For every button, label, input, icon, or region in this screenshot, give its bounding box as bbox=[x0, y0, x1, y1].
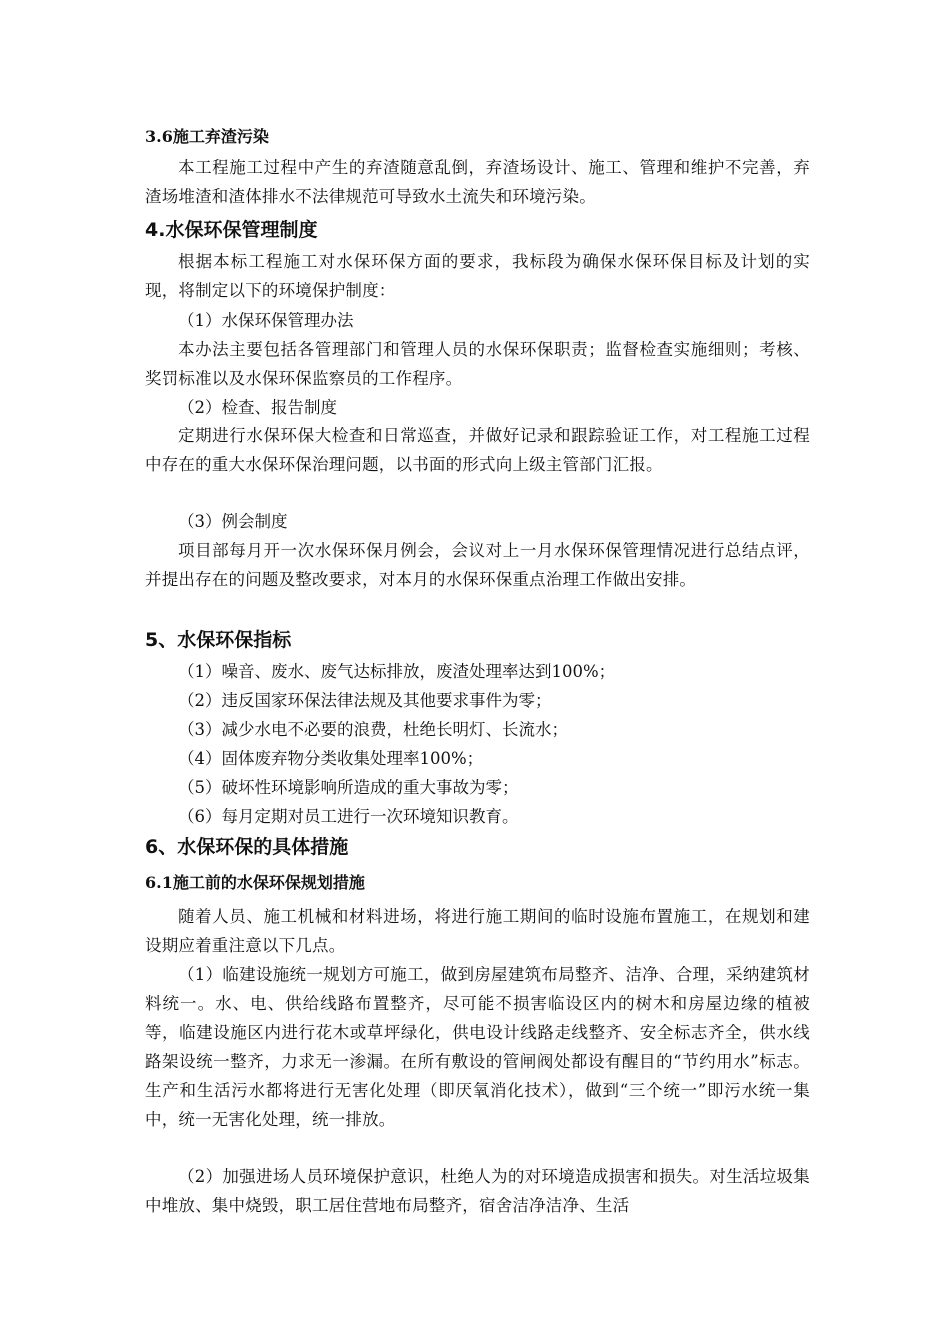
section-6-heading: 6、水保环保的具体措施 bbox=[145, 836, 349, 858]
section-4-item-3-title: （3）例会制度 bbox=[178, 512, 288, 531]
section-4-intro: 根据本标工程施工对水保环保方面的要求，我标段为确保水保环保目标及计划的实现，将制定以下的环境保护制度： bbox=[145, 252, 810, 300]
section-6-1-paragraph-1: （1）临建设施统一规划方可施工，做到房屋建筑布局整齐、洁净、合理，采纳建筑材料统一。水、电、供给线路布置整齐，尽可能不损害临设区内的树木和房屋边缘的植被等，临建设施区内进行花木或草坪绿化，供电设计线路走线整齐、安全标志齐全，供水线路架设统一整齐，力求无一渗漏。在所有敷设的管闸阀处都设有醒目的“节约用水”标志。生产和生活污水都将进行无害化处理（即厌氧消化技术），做到“三个统一”即污水统一集中，统一无害化处理，统一排放。 bbox=[145, 965, 810, 1129]
section-4-item-2-title: （2）检查、报告制度 bbox=[178, 398, 337, 417]
section-4-item-3-body: 项目部每月开一次水保环保月例会，会议对上一月水保环保管理情况进行总结点评，并提出存在的问题及整改要求，对本月的水保环保重点治理工作做出安排。 bbox=[145, 541, 810, 589]
section-5-item-6: （6）每月定期对员工进行一次环境知识教育。 bbox=[178, 807, 519, 826]
section-3-6-heading: 3.6施工弃渣污染 bbox=[145, 127, 269, 146]
section-5-heading: 5、水保环保指标 bbox=[145, 629, 292, 651]
section-5-item-5: （5）破坏性环境影响所造成的重大事故为零； bbox=[178, 778, 519, 797]
section-5-item-3: （3）减少水电不必要的浪费，杜绝长明灯、长流水； bbox=[178, 720, 568, 739]
section-5-item-1: （1）噪音、废水、废气达标排放，废渣处理率达到100%； bbox=[178, 662, 616, 681]
section-5-item-4: （4）固体废弃物分类收集处理率100%； bbox=[178, 749, 484, 768]
section-3-6-paragraph: 本工程施工过程中产生的弃渣随意乱倒，弃渣场设计、施工、管理和维护不完善，弃渣场堆渣和渣体排水不法律规范可导致水土流失和环境污染。 bbox=[145, 158, 810, 206]
section-4-item-1-body: 本办法主要包括各管理部门和管理人员的水保环保职责；监督检查实施细则；考核、奖罚标准以及水保环保监察员的工作程序。 bbox=[145, 340, 810, 388]
section-6-1-paragraph-2: （2）加强进场人员环境保护意识，杜绝人为的对环境造成损害和损失。对生活垃圾集中堆放、集中烧毁，职工居住营地布局整齐，宿舍洁净洁净、生活 bbox=[145, 1167, 810, 1215]
section-4-item-2-body: 定期进行水保环保大检查和日常巡查，并做好记录和跟踪验证工作，对工程施工过程中存在的重大水保环保治理问题，以书面的形式向上级主管部门汇报。 bbox=[145, 426, 810, 474]
section-4-heading: 4.水保环保管理制度 bbox=[145, 219, 318, 241]
section-6-1-intro: 随着人员、施工机械和材料进场，将进行施工期间的临时设施布置施工，在规划和建设期应着重注意以下几点。 bbox=[145, 907, 810, 955]
section-6-1-heading: 6.1施工前的水保环保规划措施 bbox=[145, 873, 365, 892]
section-4-item-1-title: （1）水保环保管理办法 bbox=[178, 311, 354, 330]
section-5-item-2: （2）违反国家环保法律法规及其他要求事件为零； bbox=[178, 691, 552, 710]
